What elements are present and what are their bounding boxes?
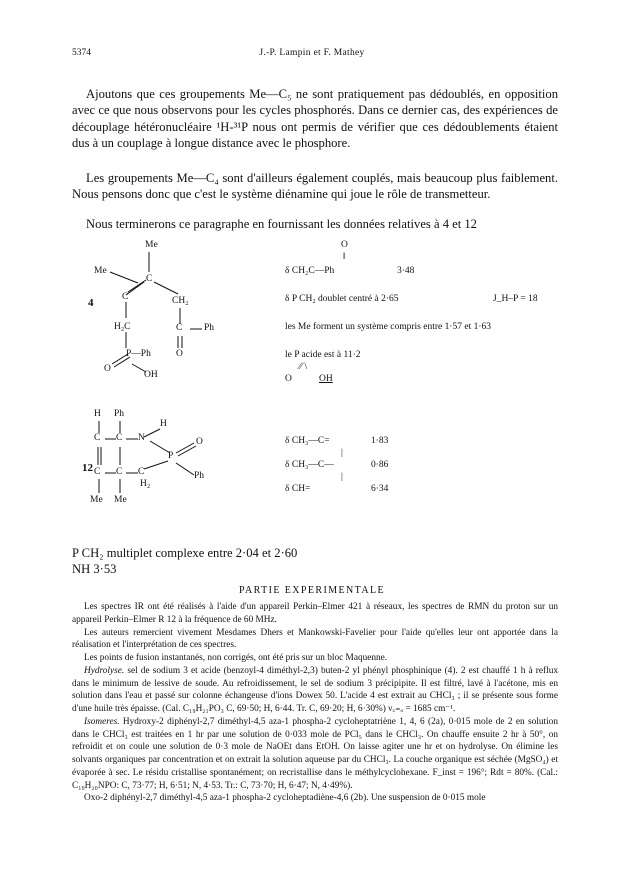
nmr12-line2-prefix: δ CH₃—C— [285, 460, 334, 470]
atom-p: P [168, 451, 174, 461]
nmr4-line1-prefix: δ CH₂C—Ph [285, 266, 335, 276]
running-authors: J.-P. Lampin et F. Mathey [259, 48, 365, 58]
atom-me-top: Me [145, 240, 158, 250]
atom-h-top: H [94, 409, 101, 419]
atom-ph-p: Ph [194, 471, 205, 481]
atom-h2: H₂ [140, 479, 151, 489]
nmr12-line3-value: 6·34 [371, 484, 389, 494]
nmr4-line5-o: O [285, 374, 292, 384]
nh-line: NH 3·53 [72, 562, 117, 576]
exp-p5-text: Hydroxy-2 diphényl-2,7 diméthyl-4,5 aza-1 phospha-2 cycloheptatriène 1, 4, 6 (2a), 0·015 mole de 2 en solution dans le CHCl₃ est traitées en 1 hr par une solution de 0·033 mole de PCl₅ dans le CHCl₃. On chauffe ensuite 2 hr à 50°, on refroidit et on coule une solution de 0·3 mole de NaOEt dans EtOH. On laisse agiter une hr et on hydrolyse. On élimine les solvants organiques par concentration et on extrait la solution aqueuse par du CHCl₃. La couche organique est séchée (MgSO₄) et évaporée à sec. Le résidu cristallise spontanément; on recristallise dans le méthylcyclohexane. F_inst = 196°; Rdt = 80%. (Cal.: C₁₉H₂₀NPO: C, 73·77; H, 6·51; N, 4·53. Tr.: C, 73·70; H, 6·47; N, 4·49%). [72, 716, 558, 791]
compound-4-nmr [285, 240, 585, 390]
nmr12-line2-value: 0·86 [371, 460, 389, 470]
page-number: 5374 [72, 48, 91, 58]
atom-me1: Me [90, 495, 103, 505]
nmr4-bonds: ⁄⁄ \ [299, 362, 308, 372]
nmr-extra [72, 545, 297, 577]
nmr4-o-label: O [341, 240, 348, 250]
page-header [0, 48, 624, 64]
paragraph-3: Nous terminerons ce paragraphe en fournissant les données relatives à 4 et 12 [86, 217, 477, 231]
atom-oh: OH [144, 370, 158, 380]
atom-c1: C [94, 433, 101, 443]
exp-paragraph-2: Les auteurs remercient vivement Mesdames Dhers et Mankowski-Favelier pour l'aide qu'elles leur ont apportée dans la réalisation et l'interprétation de ces spectres. [72, 627, 558, 651]
atom-me-left: Me [94, 266, 107, 276]
atom-c3: C [176, 323, 183, 333]
nmr12-line1-prefix: δ CH₃—C= [285, 436, 330, 446]
pch-line: P CH₂ multiplet complexe entre 2·04 et 2·60 [72, 546, 298, 560]
nmr12-line1-value: 1·83 [371, 436, 389, 446]
atom-ch2: CH₂ [172, 296, 189, 306]
exp-p4-text: sel de sodium 3 et acide (benzoyl-4 diméthyl-2,3) buten-2 yl phényl phosphinique (4). 2 est chauffé 1 h à reflux dans le minimum de lessive de soude. Au refroidissement, le sel de sodium 3 précipipite. Il est filtré, lavé à l'acétone, mis en solution dans l'eau et passé sur colonne échangeuse d'ions Dowex 50. L'acide 4 est extrait au CHCl₃ ; il se présente sous forme d'une huile très épaisse. (Cal. C₁₉H₂₁PO₃ C, 69·50; H, 6·44. Tr. C, 69·20; H, 6·30%) ν꜀₌ₒ = 1685 cm⁻¹. [72, 665, 558, 714]
atom-c1: C [146, 274, 153, 284]
atom-c4: C [116, 467, 123, 477]
atom-o: O [196, 437, 203, 447]
atom-c5: C [138, 467, 145, 477]
atom-o-left: O [104, 364, 111, 374]
nmr12-line3-prefix: δ CH= [285, 484, 311, 494]
compound-4-label: 4 [88, 297, 94, 309]
compound-12-bonds [72, 407, 272, 527]
atom-n: N [138, 433, 145, 443]
exp-p5-title: Isomeres. [84, 716, 120, 727]
atom-h2c: H₂C [114, 322, 131, 332]
section-title: PARTIE EXPERIMENTALE [239, 585, 385, 596]
nmr4-line1-value: 3·48 [397, 266, 415, 276]
nmr4-double-bond: ‖ [343, 252, 346, 262]
nmr4-line2-prefix: δ P CH₂ doublet centré à 2·65 [285, 294, 399, 304]
nmr4-line4: le P acide est à 11·2 [285, 350, 361, 360]
atom-o-carbonyl: O [176, 349, 183, 359]
atom-c2: C [116, 433, 123, 443]
exp-paragraph-1: Les spectres IR ont été réalisés à l'aide d'un appareil Perkin–Elmer 421 à réseaux, les spectres de RMN du proton sur un appareil Perkin–Elmer R 12 à la fréquence de 60 MHz. [72, 602, 558, 625]
nmr12-bond1: | [341, 448, 343, 458]
compound-4-structure [72, 234, 272, 404]
exp-paragraph-3: Les points de fusion instantanés, non corrigés, ont été pris sur un bloc Maquenne. [84, 653, 388, 663]
compound-12-label: 12 [82, 462, 93, 474]
atom-h-n: H [160, 419, 167, 429]
nmr12-bond2: | [341, 472, 343, 482]
exp-p4-title: Hydrolyse. [84, 665, 125, 676]
atom-ph-right: Ph [204, 323, 215, 333]
atom-ph-top: Ph [114, 409, 125, 419]
atom-me2: Me [114, 495, 127, 505]
nmr4-line2-coupling: J_H–P = 18 [493, 294, 538, 304]
nmr4-line5-oh: OH [319, 374, 333, 384]
paragraph-2: Les groupements Me—C₄ sont d'ailleurs également couplés, mais beaucoup plus faiblement. Nous pensons donc que c'est le système diénamine qui joue le rôle de transmetteur. [72, 171, 558, 202]
paragraph-1: Ajoutons que ces groupements Me—C₅ ne sont pratiquement pas dédoublés, en opposition avec ce que nous observons pour les cycles phosphorés. Dans ce dernier cas, des expériences de découplage hétéronucléaire ¹H-³¹P nous ont permis de vérifier que ces dédoublements étaient dus à un couplage à longue distance avec le phosphore. [72, 87, 558, 151]
atom-p-ph: P—Ph [126, 349, 151, 359]
exp-paragraph-5 [72, 716, 558, 793]
exp-paragraph-6: Oxo-2 diphényl-2,7 diméthyl-4,5 aza-1 phospha-2 cycloheptadiène-4,6 (2b). Une suspension de 0·015 mole [84, 793, 486, 804]
experimental-text [72, 601, 558, 805]
compound-12-nmr [285, 436, 485, 506]
exp-paragraph-4 [72, 665, 558, 716]
atom-c2: C [122, 292, 129, 302]
compound-4-bonds [72, 234, 272, 404]
nmr4-line3: les Me forment un système compris entre 1·57 et 1·63 [285, 322, 492, 332]
atom-c3: C [94, 467, 101, 477]
compound-12-structure [72, 407, 272, 527]
